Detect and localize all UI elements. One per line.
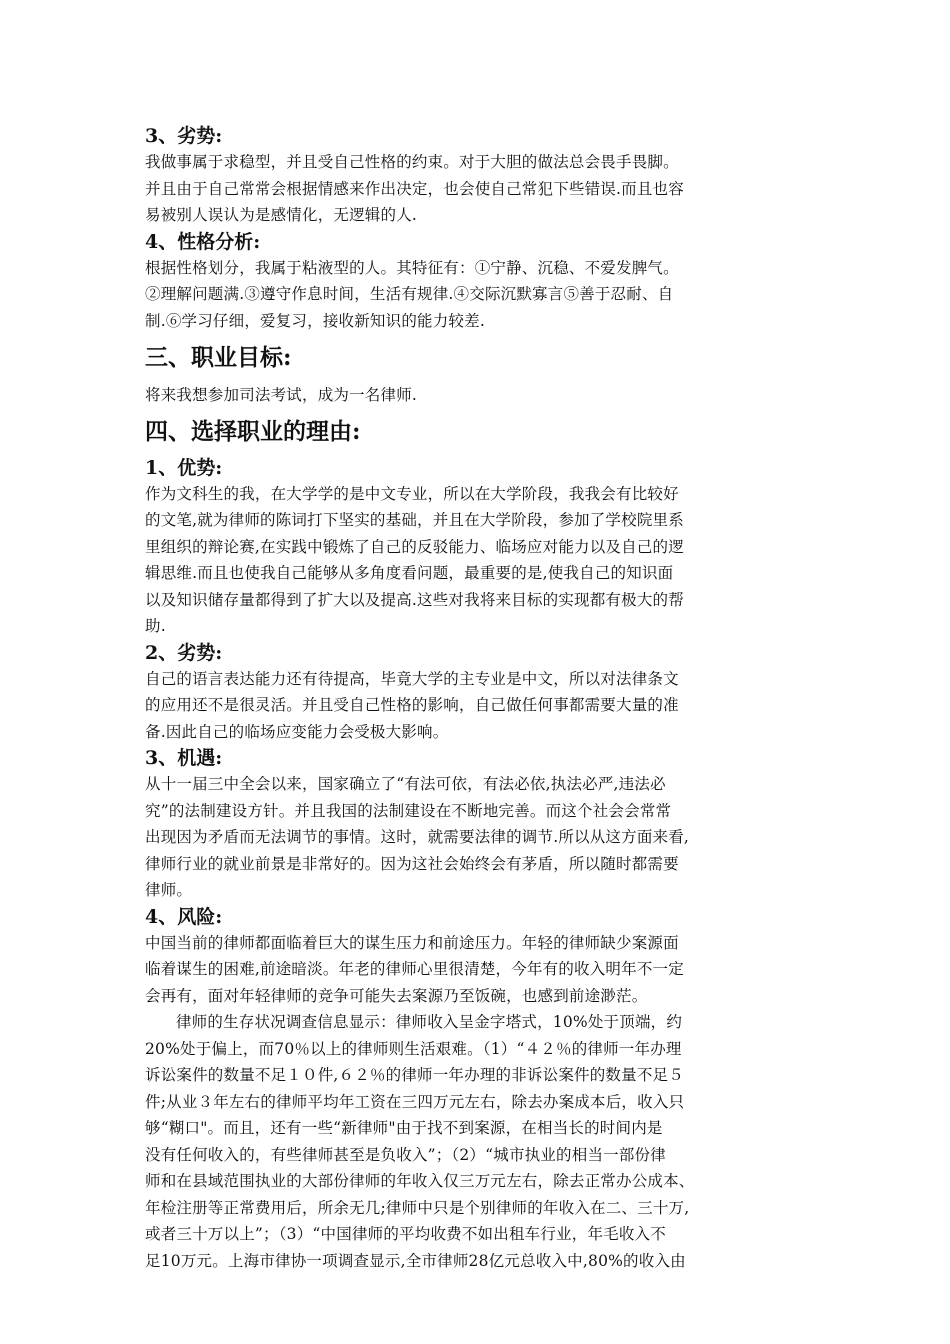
text-line: 备.因此自己的临场应变能力会受极大影响。 [145,722,449,741]
text-line: 自己的语言表达能力还有待提高，毕竟大学的主专业是中文，所以对法律条文 [145,669,679,688]
text-line: 制.⑥学习仔细，爱复习，接收新知识的能力较差. [145,311,485,330]
strength-paragraph [145,481,810,640]
text-line: 并且由于自己常常会根据情感来作出决定，也会使自己常犯下些错误.而且也容 [145,179,684,198]
text-line: 辑思维.而且也使我自己能够从多角度看问题，最重要的是,使我自己的知识面 [145,564,674,582]
risk-paragraph [145,930,810,1010]
text-line: 件;从业３年左右的律师平均年工资在三四万元左右，除去办案成本后，收入只 [145,1092,685,1111]
text-line: 究”的法制建设方针。并且我国的法制建设在不断地完善。而这个社会会常常 [145,801,672,820]
text-line: 足10万元。上海市律协一项调查显示,全市律师28亿元总收入中,80%的收入由 [145,1251,686,1270]
section-heading-career-goal: 三、职业目标: [145,344,292,371]
text-line: 20%处于偏上，而70％以上的律师则生活艰难。（1）“４２％的律师一年办理 [145,1039,682,1058]
text-line: 助. [145,617,166,635]
document-page [145,123,810,1274]
text-line: 将来我想参加司法考试，成为一名律师. [145,386,418,404]
text-line: 易被别人误认为是感情化，无逻辑的人. [145,206,418,224]
weakness-2-paragraph [145,666,810,746]
text-line: 会再有，面对年轻律师的竞争可能失去案源乃至饭碗，也感到前途渺茫。 [145,986,648,1005]
text-line: 诉讼案件的数量不足１０件,６２％的律师一年办理的非诉讼案件的数量不足５ [145,1066,684,1084]
weakness-paragraph [145,149,810,229]
text-line: 出现因为矛盾而无法调节的事情。这时，就需要法律的调节.所以从这方面来看, [145,828,690,846]
text-line: ②理解问题满.③遵守作息时间，生活有规律.④交际沉默寡言⑤善于忍耐、自 [145,285,674,303]
text-line: 作为文科生的我，在大学学的是中文专业，所以在大学阶段，我我会有比较好 [145,484,679,503]
risk-survey-paragraph [145,1009,810,1274]
section-heading-weakness: 3、劣势: [145,125,223,147]
opportunity-paragraph [145,771,810,904]
text-line: 中国当前的律师都面临着巨大的谋生压力和前途压力。年轻的律师缺少案源面 [145,933,679,952]
text-line: 我做事属于求稳型，并且受自己性格的约束。对于大胆的做法总会畏手畏脚。 [145,153,679,171]
text-line: 够“糊口"。而且，还有一些“新律师"由于找不到案源，在相当长的时间内是 [145,1119,663,1137]
section-heading-opportunity: 3、机遇: [145,747,223,769]
text-line: 的应用还不是很灵活。并且受自己性格的影响，自己做任何事都需要大量的准 [145,696,679,714]
text-line: 的文笔,就为律师的陈词打下坚实的基础，并且在大学阶段，参加了学校院里系 [145,511,684,529]
section-heading-strength: 1、优势: [145,456,223,479]
text-line: 里组织的辩论赛,在实践中锻炼了自己的反驳能力、临场应对能力以及自己的逻 [145,537,684,556]
text-line: 或者三十万以上”；（3）“中国律师的平均收费不如出租车行业，年毛收入不 [145,1225,666,1243]
text-line: 从十一届三中全会以来，国家确立了“有法可依，有法必依,执法必严,违法必 [145,775,666,793]
section-heading-risk: 4、风险: [145,905,223,928]
personality-paragraph [145,255,810,335]
text-line: 律师。 [145,881,193,899]
section-heading-personality: 4、性格分析: [145,230,261,253]
section-heading-weakness-2: 2、劣势: [145,641,223,664]
text-line: 根据性格划分，我属于粘液型的人。其特征有：①宁静、沉稳、不爱发脾气。 [145,258,679,277]
text-line: 年检注册等正常费用后，所余无几;律师中只是个别律师的年收入在二、三十万, [145,1198,690,1217]
text-line: 师和在县域范围执业的大部份律师的年收入仅三万元左右，除去正常办公成本、 [145,1172,695,1190]
text-line: 临着谋生的困难,前途暗淡。年老的律师心里很清楚，今年有的收入明年不一定 [145,960,684,978]
text-line: 律师的生存状况调查信息显示：律师收入呈金字塔式，10%处于顶端，约 [176,1013,683,1031]
text-line: 没有任何收入的，有些律师甚至是负收入”；（2）“城市执业的相当一部份律 [145,1145,666,1164]
text-line: 律师行业的就业前景是非常好的。因为这社会始终会有茅盾，所以随时都需要 [145,854,679,873]
career-goal-paragraph [145,382,810,409]
section-heading-reasons: 四、选择职业的理由: [145,417,361,445]
text-line: 以及知识储存量都得到了扩大以及提高.这些对我将来目标的实现都有极大的帮 [145,590,684,609]
